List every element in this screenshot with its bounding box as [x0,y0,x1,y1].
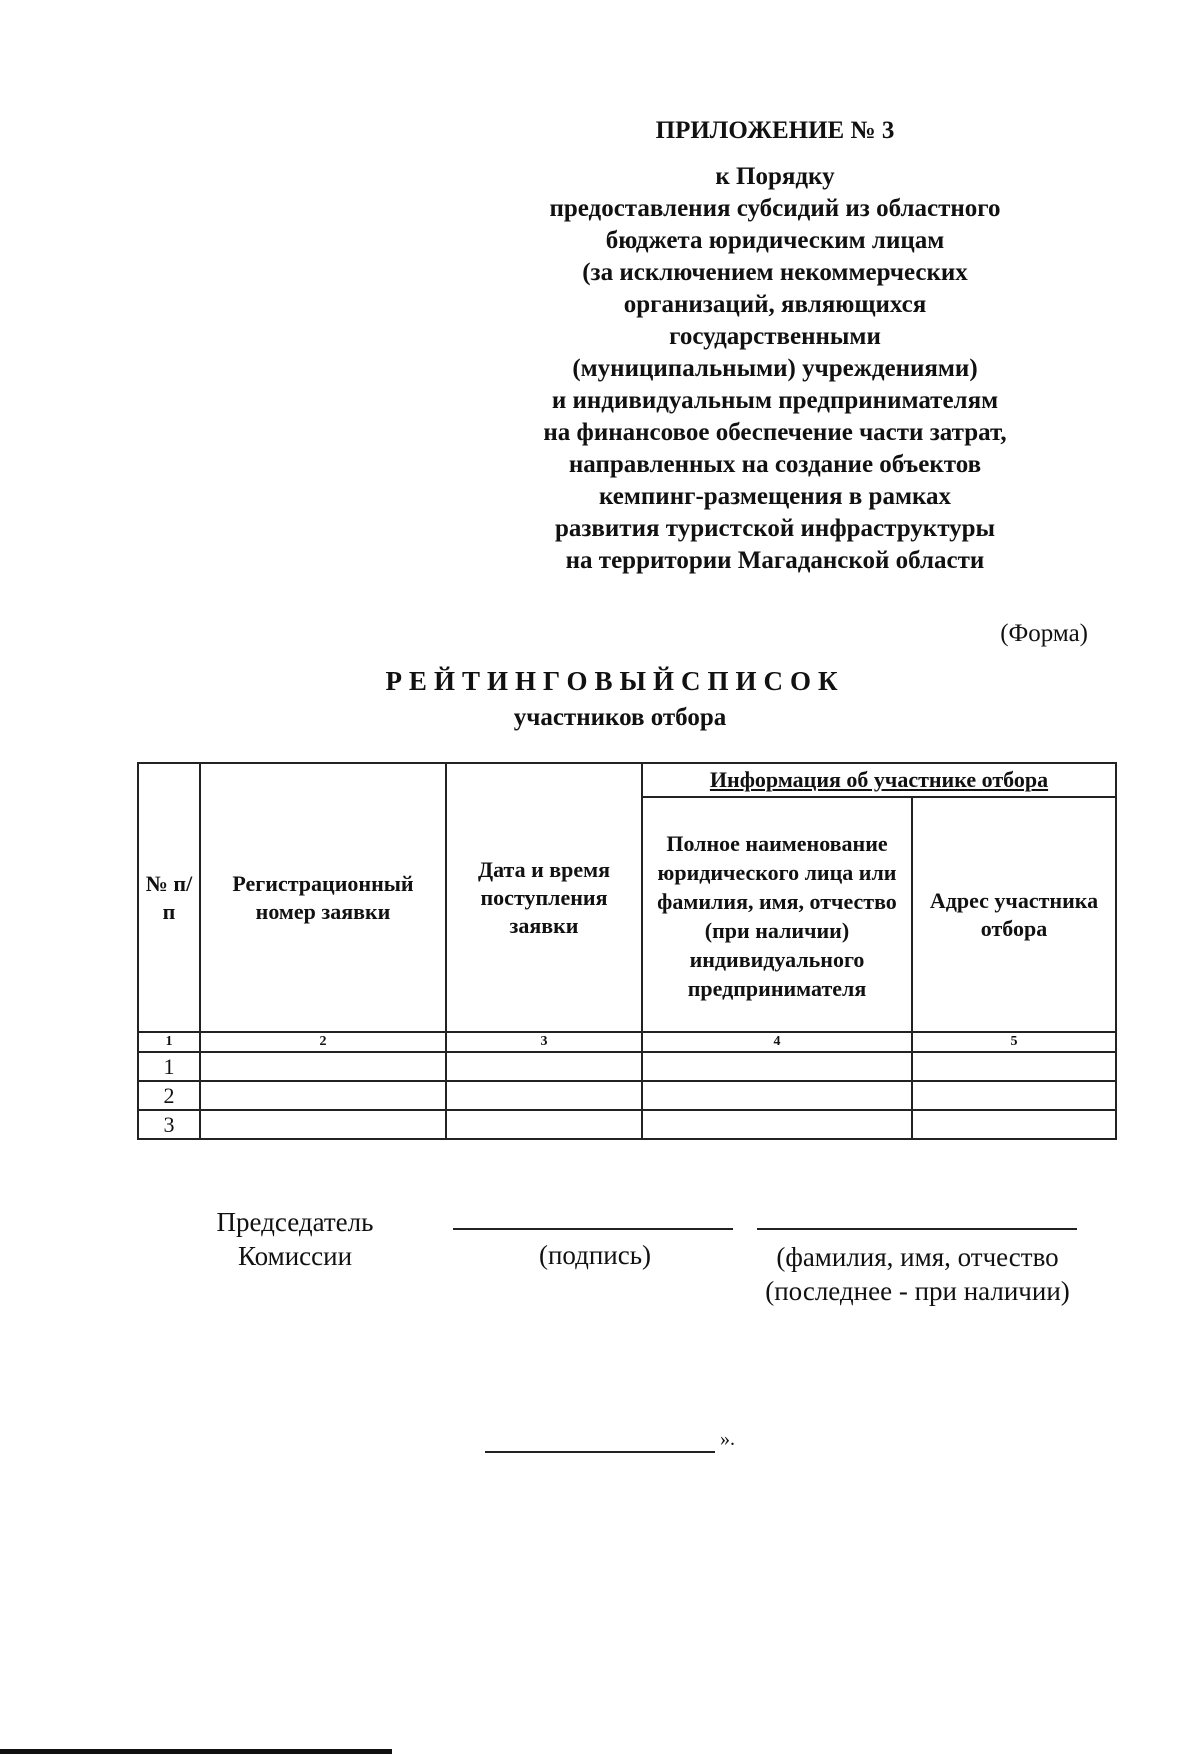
appendix-line: к Порядку [715,163,835,190]
signature-caption: (подпись) [538,1240,652,1270]
column-number: 4 [642,1032,912,1052]
table-cell [642,1110,912,1139]
appendix-line: организаций, являющихся [623,291,927,318]
closing-quote: ». [720,1428,735,1450]
table-cell [912,1081,1116,1110]
appendix-line: и индивидуальным предпринимателям [551,387,999,414]
appendix-line: (за исключением некоммерческих [582,259,968,286]
column-number: 1 [138,1032,200,1052]
appendix-line: направленных на создание объектов [568,451,982,478]
appendix-line: кемпинг-размещения в рамках [598,483,951,510]
row-number: 3 [138,1110,200,1139]
table-row [138,1081,1116,1110]
list-title: РЕЙТИНГОВЫЙСПИСОК [385,666,845,696]
table-cell [200,1110,446,1139]
form-label: (Форма) [1000,620,1088,647]
col-header-info-group: Информация об участнике отбора [642,763,1116,797]
table-cell [446,1110,642,1139]
appendix-line: развития туристской инфраструктуры [554,515,996,542]
date-line [485,1451,715,1453]
appendix-title: ПРИЛОЖЕНИЕ № 3 [655,117,895,144]
name-line [757,1228,1077,1230]
header-row [138,763,1116,797]
table-cell [446,1081,642,1110]
table-cell [642,1052,912,1081]
table-cell [642,1081,912,1110]
appendix-line: предоставления субсидий из областного [549,195,1001,222]
row-number: 2 [138,1081,200,1110]
list-subtitle: участников отбора [513,704,727,731]
appendix-line: на территории Магаданской области [565,547,985,574]
table-cell [912,1052,1116,1081]
column-number: 5 [912,1032,1116,1052]
col-header-fullname: Полное наименование юридического лица или фамилия, имя, отчество (при наличии) индивидуального предпринимателя [642,797,912,1032]
table-cell [446,1052,642,1081]
col-header-no: № п/п [138,763,200,1032]
col-header-datetime: Дата и время поступления заявки [446,763,642,1032]
name-caption: (фамилия, имя, отчество (последнее - при наличии) [765,1242,1070,1306]
row-number: 1 [138,1052,200,1081]
table-cell [200,1081,446,1110]
column-number: 3 [446,1032,642,1052]
chairman-label: Председатель Комиссии [216,1207,374,1271]
appendix-line: государственными [669,323,881,350]
appendix-line: бюджета юридическим лицам [605,227,945,254]
col-header-address: Адрес участника отбора [912,797,1116,1032]
scan-edge [0,1749,392,1754]
table-row [138,1052,1116,1081]
table-cell [912,1110,1116,1139]
appendix-header [475,115,1075,577]
signature-line [453,1228,733,1230]
col-header-regnum: Регистрационный номер заявки [200,763,446,1032]
column-number-row [138,1032,1116,1052]
appendix-line: (муниципальными) учреждениями) [572,355,978,382]
appendix-line: на финансовое обеспечение части затрат, [543,419,1007,446]
rating-table [137,762,1117,1140]
table-row [138,1110,1116,1139]
table-cell [200,1052,446,1081]
column-number: 2 [200,1032,446,1052]
